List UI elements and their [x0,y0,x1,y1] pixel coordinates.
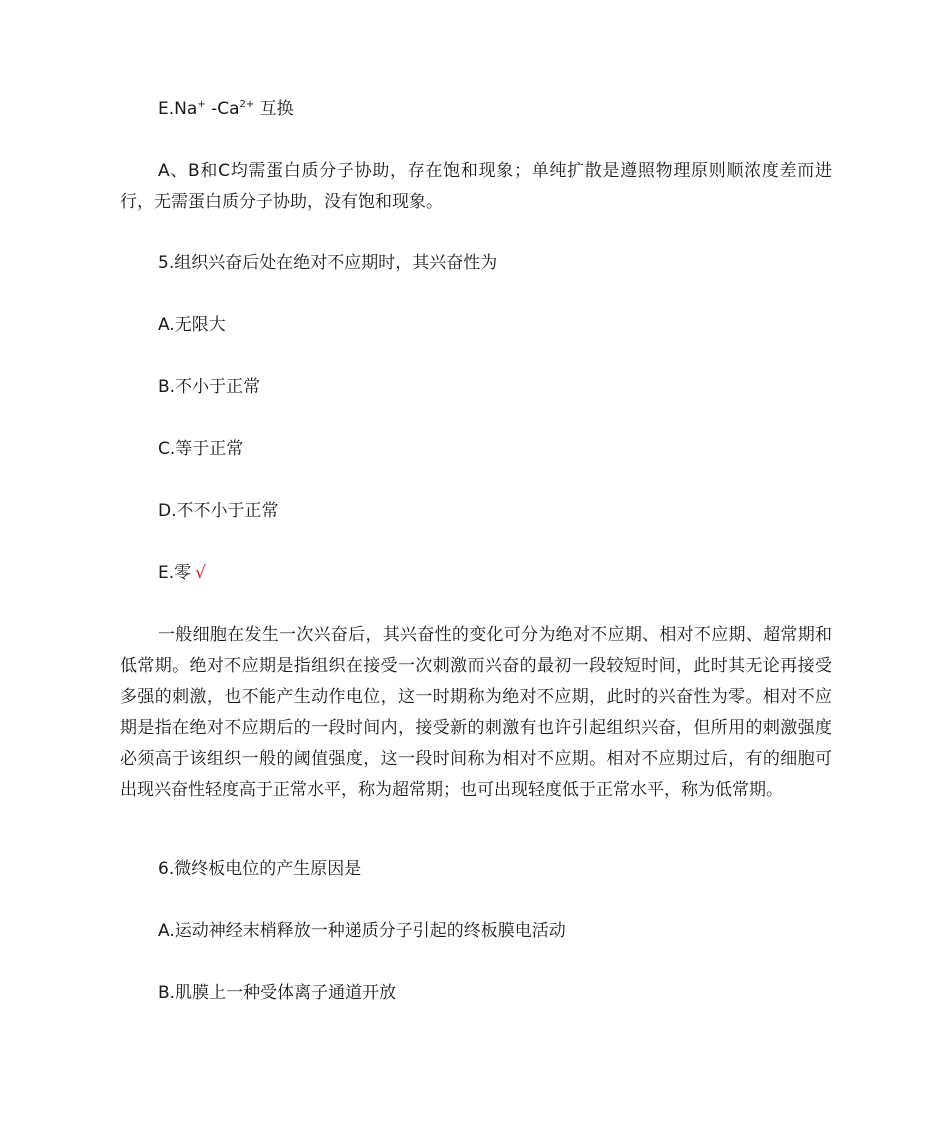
q5-option-d: D.不不小于正常 [158,501,279,521]
q5-option-c: C.等于正常 [158,439,244,459]
q4-option-e-mid: -Ca [205,99,240,119]
q5-option-b: B.不小于正常 [158,377,261,397]
q4-option-e-suffix: 互换 [254,99,294,119]
q4-option-e-sup1: + [197,99,206,110]
q5-option-a: A.无限大 [158,315,226,335]
q4-option-e [158,97,294,121]
q4-option-e-prefix: E.Na [158,99,198,119]
q5-option-e [158,561,206,585]
q6-option-a: A.运动神经末梢释放一种递质分子引起的终板膜电活动 [158,921,566,941]
correct-check-icon: √ [195,563,206,583]
q5-option-e-label: E.零 [158,563,192,583]
q5-question: 5.组织兴奋后处在绝对不应期时，其兴奋性为 [158,253,498,273]
q6-option-b: B.肌膜上一种受体离子通道开放 [158,983,397,1003]
q4-explanation: A、B和C均需蛋白质分子协助，存在饱和现象；单纯扩散是遵照物理原则顺浓度差而进行，无需蛋白质分子协助，没有饱和现象。 [120,161,832,212]
q5-explanation: 一般细胞在发生一次兴奋后，其兴奋性的变化可分为绝对不应期、相对不应期、超常期和低常期。绝对不应期是指组织在接受一次刺激而兴奋的最初一段较短时间，此时其无论再接受多强的刺激，也不能产生动作电位，这一时期称为绝对不应期，此时的兴奋性为零。相对不应期是指在绝对不应期后的一段时间内，接受新的刺激有也许引起组织兴奋，但所用的刺激强度必须高于该组织一般的阈值强度，这一段时间称为相对不应期。相对不应期过后，有的细胞可出现兴奋性轻度高于正常水平，称为超常期；也可出现轻度低于正常水平，称为低常期。 [120,625,832,800]
q4-option-e-sup2: 2+ [239,99,255,110]
q6-question: 6.微终板电位的产生原因是 [158,859,362,879]
